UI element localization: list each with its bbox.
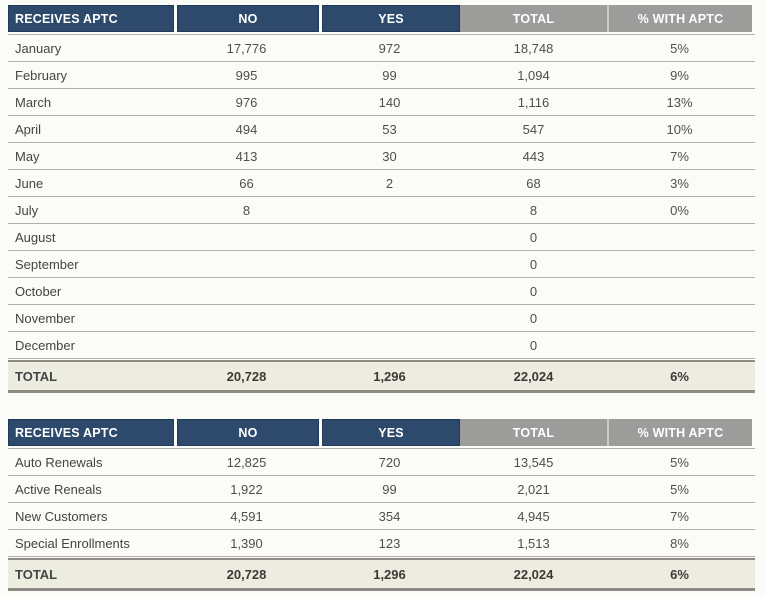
column-header-with-aptc: % WITH APTC	[607, 5, 752, 32]
cell-no	[174, 224, 319, 250]
cell-yes	[319, 224, 460, 250]
cell-total: 443	[522, 148, 545, 164]
table-row-november	[8, 305, 755, 332]
cell-no: 1,390	[230, 535, 263, 551]
cell-no	[174, 278, 319, 304]
cell-pct: 5%	[670, 454, 689, 470]
cell-pct: 3%	[670, 175, 689, 191]
cell-total: 8	[529, 202, 538, 218]
cell-no: 66	[239, 175, 254, 191]
cell-pct: 9%	[670, 67, 689, 83]
row-label: February	[15, 67, 68, 83]
table-row-new-customers	[8, 503, 755, 530]
enrollment-type-aptc-table	[8, 419, 755, 591]
total-cell-pct: 6%	[670, 566, 689, 582]
cell-yes: 123	[378, 535, 401, 551]
table-row-special-enrollments	[8, 530, 755, 557]
cell-total: 1,116	[517, 94, 550, 110]
total-cell-total: 22,024	[513, 566, 554, 582]
column-header-yes: YES	[319, 5, 460, 32]
cell-total: 0	[529, 229, 538, 245]
table-row-june	[8, 170, 755, 197]
table-row-july	[8, 197, 755, 224]
table-row-may	[8, 143, 755, 170]
column-header-total: TOTAL	[460, 5, 607, 32]
table-row-active-reneals	[8, 476, 755, 503]
cell-no: 17,776	[226, 40, 267, 56]
cell-yes: 30	[382, 148, 397, 164]
cell-total: 18,748	[513, 40, 554, 56]
cell-pct: 13%	[666, 94, 693, 110]
cell-pct: 0%	[670, 202, 689, 218]
row-label: December	[15, 337, 75, 353]
cell-no	[174, 332, 319, 358]
total-cell-no: 20,728	[226, 368, 267, 384]
cell-pct: 7%	[670, 508, 689, 524]
column-header-no: NO	[174, 419, 319, 446]
cell-no: 1,922	[230, 481, 263, 497]
cell-pct	[607, 278, 752, 304]
cell-pct	[607, 332, 752, 358]
cell-pct: 10%	[666, 121, 693, 137]
cell-no	[174, 305, 319, 331]
column-header-total: TOTAL	[460, 419, 607, 446]
column-header-no: NO	[174, 5, 319, 32]
cell-no	[174, 251, 319, 277]
column-header-with-aptc: % WITH APTC	[607, 419, 752, 446]
row-label: Active Reneals	[15, 481, 102, 497]
row-label: June	[15, 175, 44, 191]
row-label: April	[15, 121, 42, 137]
total-cell-pct: 6%	[670, 368, 689, 384]
enrollment-table-body	[8, 448, 755, 591]
cell-pct: 5%	[670, 40, 689, 56]
column-header-yes: YES	[319, 419, 460, 446]
cell-pct: 5%	[670, 481, 689, 497]
cell-yes	[319, 278, 460, 304]
row-label: Auto Renewals	[15, 454, 103, 470]
row-label: May	[15, 148, 40, 164]
table-row-april	[8, 116, 755, 143]
monthly-table-body	[8, 34, 755, 393]
table-row-december	[8, 332, 755, 359]
cell-total: 547	[522, 121, 545, 137]
cell-no: 12,825	[226, 454, 267, 470]
cell-total: 13,545	[513, 454, 554, 470]
cell-yes: 140	[378, 94, 401, 110]
cell-total: 0	[529, 256, 538, 272]
table-row-august	[8, 224, 755, 251]
cell-yes: 99	[382, 67, 397, 83]
cell-total: 0	[529, 310, 538, 326]
total-cell-yes: 1,296	[373, 368, 406, 384]
cell-no: 413	[235, 148, 258, 164]
total-cell-yes: 1,296	[373, 566, 406, 582]
cell-yes: 972	[378, 40, 401, 56]
monthly-aptc-table	[8, 0, 755, 393]
cell-yes	[319, 251, 460, 277]
cell-yes: 354	[378, 508, 401, 524]
cell-pct: 7%	[670, 148, 689, 164]
table-total-row	[8, 360, 755, 393]
table-row-auto-renewals	[8, 449, 755, 476]
total-row-label: TOTAL	[15, 368, 58, 384]
column-header-receives-aptc: RECEIVES APTC	[8, 5, 174, 32]
row-label: New Customers	[15, 508, 108, 524]
table-row-march	[8, 89, 755, 116]
cell-yes	[319, 332, 460, 358]
row-label: January	[15, 40, 62, 56]
cell-total: 1,094	[517, 67, 550, 83]
cell-no: 976	[235, 94, 258, 110]
cell-yes: 720	[378, 454, 401, 470]
cell-yes	[319, 197, 460, 223]
row-label: March	[15, 94, 52, 110]
row-label: July	[15, 202, 39, 218]
cell-yes: 2	[385, 175, 394, 191]
table-total-row	[8, 558, 755, 591]
cell-yes	[319, 305, 460, 331]
cell-pct	[607, 224, 752, 250]
row-label: November	[15, 310, 75, 326]
cell-yes: 99	[382, 481, 397, 497]
table-row-september	[8, 251, 755, 278]
table-row-october	[8, 278, 755, 305]
cell-yes: 53	[382, 121, 397, 137]
cell-no: 494	[235, 121, 258, 137]
enrollment-table-header-row	[8, 419, 755, 446]
row-label: Special Enrollments	[15, 535, 130, 551]
row-label: October	[15, 283, 62, 299]
table-row-january	[8, 35, 755, 62]
cell-total: 0	[529, 337, 538, 353]
cell-total: 0	[529, 283, 538, 299]
cell-no: 8	[242, 202, 251, 218]
cell-total: 4,945	[517, 508, 550, 524]
row-label: September	[15, 256, 79, 272]
total-row-label: TOTAL	[15, 566, 58, 582]
monthly-table-header-row	[8, 5, 755, 32]
cell-total: 1,513	[517, 535, 550, 551]
cell-total: 68	[526, 175, 541, 191]
cell-total: 2,021	[517, 481, 550, 497]
column-header-receives-aptc: RECEIVES APTC	[8, 419, 174, 446]
cell-pct: 8%	[670, 535, 689, 551]
cell-no: 995	[235, 67, 258, 83]
cell-pct	[607, 251, 752, 277]
table-row-february	[8, 62, 755, 89]
cell-pct	[607, 305, 752, 331]
cell-no: 4,591	[230, 508, 263, 524]
total-cell-total: 22,024	[513, 368, 554, 384]
row-label: August	[15, 229, 56, 245]
total-cell-no: 20,728	[226, 566, 267, 582]
